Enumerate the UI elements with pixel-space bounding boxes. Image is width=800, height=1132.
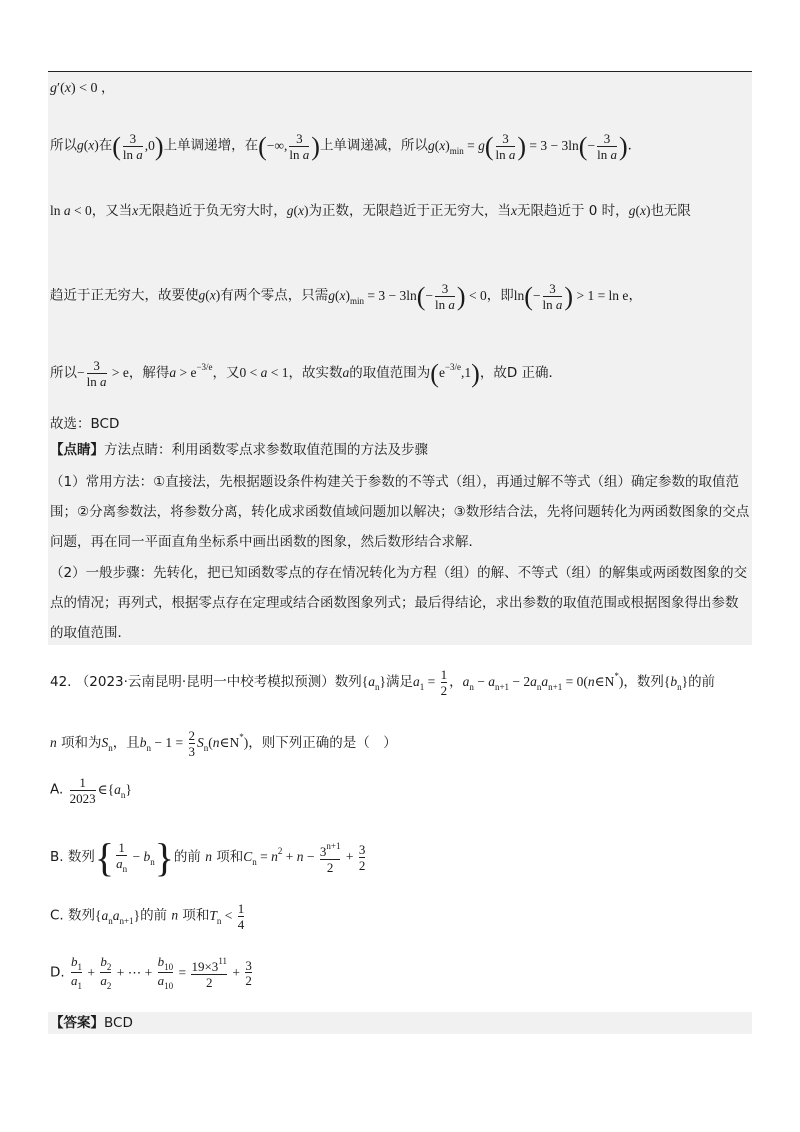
option-c: C. 数列$\{a_na_{n+1}\}$的前 n 项和$T_n$ < $\frac{1}{4}$ [50,901,245,932]
answer-label: 【答案】 [50,1015,104,1031]
solution-line-3: ln a < 0，又当x无限趋近于负无穷大时，g(x)为正数，无限趋近于正无穷大，当x无限趋近于 0 时，g(x)也无限 [50,203,691,219]
tip-label: 【点睛】 [50,442,104,458]
tip-paragraph-2: （2）一般步骤：先转化，把已知函数零点的存在情况转化为方程（组）的解、不等式（组）的解集或两函数图象的交点的情况；再列式，根据零点存在定理或结合函数图象列式；最后得结论，求出参数的取值范围或根据图象得出参数的取值范围． [50,565,748,641]
problem-source: （2023·云南昆明·昆明一中校考模拟预测） [75,674,335,690]
option-d-label: D. [50,964,65,981]
option-d: D. $\frac{b_1}{a_1}$ + $\frac{b_2}{a_2}$ + ⋯ + $\frac{b_{10}}{a_{10}}$ = $\frac{19\times 3^{11}}{2}$ + $\frac{3}{2}$ [50,954,252,992]
option-a: A. $\frac{1}{2023}$ $\in\{a_n\}$ [50,775,132,806]
choice-line: 故选：BCD [50,416,120,432]
answer-shaded-block [48,1012,752,1034]
problem-stem-1: 42. （2023·云南昆明·昆明一中校考模拟预测）数列$\{a_n\}$满足$a_1$ = $\frac{1}{2}$ ，$a_n - a_{n+1} - 2a_na_{n+1}$ = 0(n∈N*)，数列$\{b_n\}$的前 [50,667,716,698]
solution-line-2: 所以g(x)在( $\frac{3}{\text{ln a}}$ ,0)上单调递增，在(−∞, $\frac{3}{\text{ln a}}$ )上单调递减，所以$g(x)_{min} = g$( $\frac{3}{\text{ln a}}$ ) = 3 − 3ln(− $\frac{3}{\text{ln a}}$ )． [50,131,642,162]
solution-line-4: 趋近于正无穷大，故要使g(x)有两个零点，只需$g(x)_{min} = 3 - 3\ln(-$ $\frac{3}{\text{ln a}}$ ) < 0，即ln(− $\frac{3}{\text{ln a}}$ ) > 1 = ln e， [50,281,642,312]
tip-heading [50,440,428,460]
top-rule [48,71,752,72]
tip-title: 方法点睛：利用函数零点求参数取值范围的方法及步骤 [104,442,428,458]
answer-value: BCD [104,1015,133,1031]
answer-line [50,1013,133,1033]
problem-number: 42. [50,674,72,690]
solution-line-5: 所以− $\frac{3}{\text{ln a}}$ > e，解得$a > e^{-3/e}$，又0 < a < 1，故实数a的取值范围为$(e^{-3/e},1)$，故D 正确． [50,358,563,389]
option-b-label: B. [50,849,64,866]
tip-paragraph-1: （1）常用方法：①直接法，先根据题设条件构建关于参数的不等式（组），再通过解不等式（组）确定参数的取值范围；②分离参数法，将参数分离，转化成求函数值域问题加以解决；③数形结合法，先将问题转化为两函数图象的交点问题，再在同一平面直角坐标系中画出函数的图象，然后数形结合求解． [50,474,750,550]
option-b: B. 数列{ $\frac{1}{a_n}$ − $b_n$}的前 n 项和$C_n = n^2 + n$ − $\frac{3^{n+1}}{2}$ + $\frac{3}{2}$ [50,835,366,880]
problem-stem-2: n 项和为$S_n$，且$b_n - 1$ = $\frac{2}{3}$ $S_n(n\in N^*)$，则下列正确的是（ ） [50,728,397,759]
option-c-label: C. [50,907,64,924]
option-a-label: A. [50,781,64,798]
solution-line-1: g′(x) < 0 ， [50,80,115,96]
